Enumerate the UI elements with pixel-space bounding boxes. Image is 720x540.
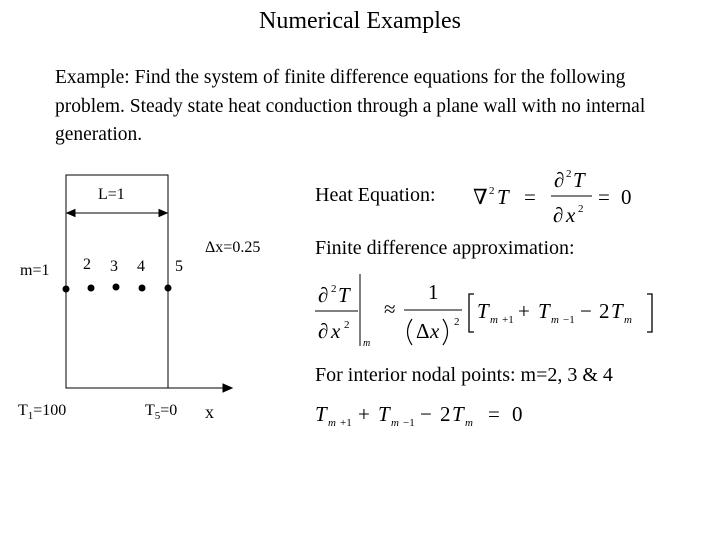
svg-text:T: T: [452, 402, 464, 426]
svg-text:2: 2: [578, 203, 584, 215]
svg-text:2: 2: [454, 316, 460, 328]
svg-text:m: m: [624, 314, 632, 326]
svg-text:1: 1: [428, 280, 439, 304]
slide-title: Numerical Examples: [259, 8, 461, 34]
svg-text:≈: ≈: [384, 297, 396, 321]
length-arrow-right: [159, 210, 167, 217]
heat-equation: [470, 160, 650, 232]
x-axis-arrowhead: [223, 384, 232, 392]
svg-text:m: m: [328, 417, 336, 429]
svg-text:−1: −1: [403, 417, 415, 429]
dx-label: Δx=0.25: [205, 239, 261, 256]
node-1: [63, 286, 70, 293]
node-4: [139, 285, 146, 292]
problem-statement: Example: Find the system of finite difference equations for the following problem. Steady state heat conduction through a plane wall with no internal generation.: [55, 67, 646, 145]
svg-text:Δ: Δ: [416, 319, 430, 343]
svg-text:0: 0: [512, 402, 523, 426]
wall-rect: [66, 175, 168, 388]
svg-text:=: =: [524, 185, 536, 209]
svg-text:x: x: [430, 319, 440, 343]
finite-difference-equation: [312, 272, 672, 354]
svg-text:T: T: [573, 168, 585, 192]
svg-text:m: m: [551, 314, 559, 326]
svg-text:2: 2: [440, 402, 451, 426]
svg-text:+: +: [518, 299, 530, 323]
node-label-3: 3: [110, 258, 118, 275]
svg-text:T: T: [477, 299, 489, 323]
svg-text:T: T: [497, 185, 509, 209]
svg-text:2: 2: [331, 283, 337, 295]
x-axis-label: x: [205, 402, 214, 422]
svg-text:∂: ∂: [318, 319, 329, 343]
t5-boundary-label: $T_5=0$: [145, 402, 178, 423]
node-5: [165, 285, 172, 292]
svg-text:2: 2: [489, 185, 495, 197]
svg-text:T: T: [315, 402, 327, 426]
svg-text:=: =: [488, 402, 500, 426]
svg-text:+: +: [358, 402, 370, 426]
fd-approximation-label: Finite difference approximation:: [315, 237, 575, 259]
svg-text:x: x: [331, 319, 341, 343]
svg-text:2: 2: [599, 299, 610, 323]
node-3: [113, 284, 120, 291]
svg-text:0: 0: [621, 185, 632, 209]
svg-text:m: m: [363, 338, 371, 349]
svg-text:−1: −1: [563, 314, 575, 326]
interior-nodes-label: For interior nodal points: m=2, 3 & 4: [315, 364, 613, 386]
t1-boundary-label: $T_1=100$: [18, 402, 67, 423]
svg-text:∂: ∂: [318, 283, 329, 307]
svg-text:m: m: [391, 417, 399, 429]
node-label-5: 5: [175, 258, 183, 275]
svg-text:=: =: [598, 185, 610, 209]
svg-text:2: 2: [566, 168, 572, 180]
svg-text:m: m: [490, 314, 498, 326]
svg-text:T: T: [611, 299, 623, 323]
svg-text:T: T: [538, 299, 550, 323]
length-arrow-left: [67, 210, 75, 217]
svg-text:∂: ∂: [553, 203, 564, 227]
svg-text:−: −: [580, 299, 592, 323]
heat-equation-label: Heat Equation:: [315, 184, 436, 206]
svg-text:∇: ∇: [473, 185, 488, 209]
svg-text:x: x: [566, 203, 576, 227]
node-2: [88, 285, 95, 292]
node-label-4: 4: [137, 258, 145, 275]
svg-text:−: −: [420, 402, 432, 426]
svg-text:T: T: [338, 283, 350, 307]
svg-text:+1: +1: [340, 417, 352, 429]
svg-text:∂: ∂: [554, 168, 565, 192]
svg-text:m: m: [465, 417, 473, 429]
svg-text:2: 2: [344, 319, 350, 331]
svg-text:+1: +1: [502, 314, 514, 326]
m1-label: m=1: [20, 262, 50, 279]
node-label-2: 2: [83, 256, 91, 273]
length-label: L=1: [98, 186, 125, 203]
interior-node-equation: [312, 396, 552, 436]
svg-text:T: T: [378, 402, 390, 426]
